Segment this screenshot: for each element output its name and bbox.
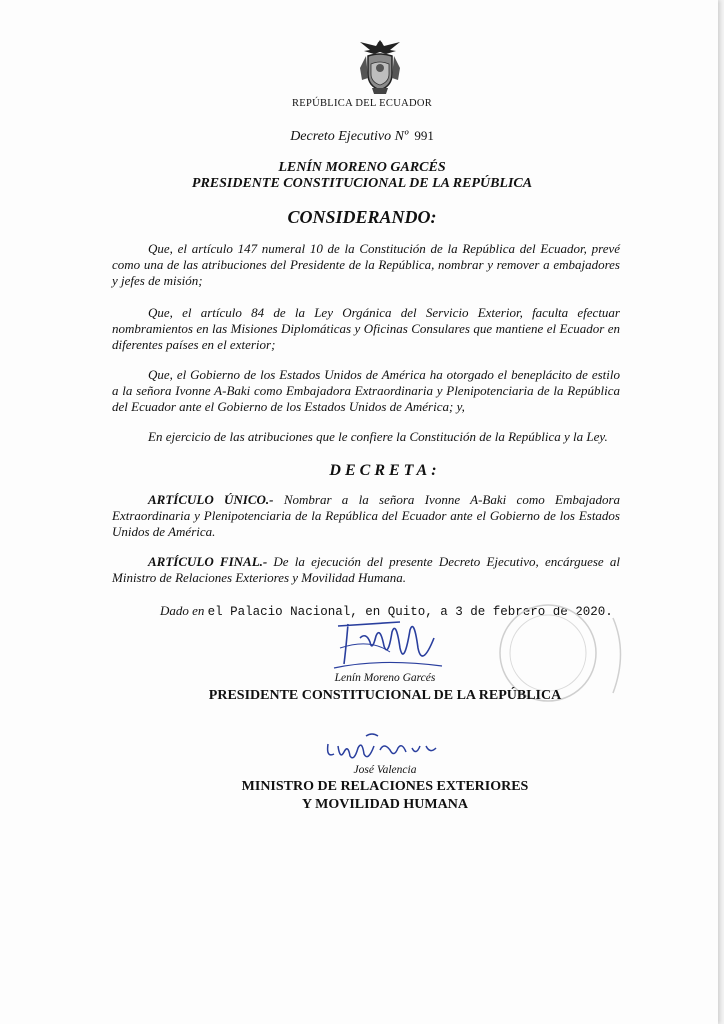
decree-label: Decreto Ejecutivo Nº [290, 129, 409, 144]
article-label: ARTÍCULO FINAL.- [148, 554, 268, 569]
decree-number: 991 [414, 128, 434, 143]
signer-title-line-1: MINISTRO DE RELACIONES EXTERIORES [241, 779, 529, 794]
republic-heading: REPÚBLICA DEL ECUADOR [291, 98, 433, 109]
article-text: Nombrar a la señora Ivonne A-Baki como Embajadora Extraordinaria y Plenipotenciaria de la República del Ecuador ante el Gobierno de los Estados Unidos de América. [112, 492, 621, 539]
signer-name: Lenín Moreno Garcés [334, 672, 436, 684]
president-name: LENÍN MORENO GARCÉS [278, 160, 446, 175]
minister-signature [322, 732, 447, 766]
decree-number-line [0, 128, 724, 145]
signer-name: José Valencia [353, 764, 417, 776]
article-unico [112, 492, 620, 540]
place-date-typed: el Palacio Nacional, en Quito, a 3 de febrero de 2020. [207, 605, 613, 619]
article-text: De la ejecución del presente Decreto Ejecutivo, encárguese al Ministro de Relaciones Exteriores y Movilidad Humana. [112, 554, 620, 585]
considerando-paragraph-1 [112, 241, 620, 289]
signer-title-line-2: Y MOVILIDAD HUMANA [302, 797, 468, 812]
paragraph-text: Que, el Gobierno de los Estados Unidos de América ha otorgado el beneplácito de estilo a la señora Ivonne A-Baki como Embajadora Extraordinaria y Plenipotenciaria de la República del Ecuador ante el Gobierno de los Estados Unidos de América; y, [112, 367, 620, 414]
paragraph-text: Que, el artículo 84 de la Ley Orgánica del Servicio Exterior, faculta efectuar nombramientos en las Misiones Diplomáticas y Oficinas Consulares que mantiene el Ecuador en diferentes países en el exterior; [112, 305, 620, 352]
president-signature [330, 608, 445, 678]
president-title: PRESIDENTE CONSTITUCIONAL DE LA REPÚBLICA [191, 176, 533, 191]
considerando-paragraph-2 [112, 305, 620, 353]
coat-of-arms-icon [356, 38, 404, 96]
paragraph-text: En ejercicio de las atribuciones que le confiere la Constitución de la República y la Ley. [148, 429, 608, 444]
article-final [112, 554, 620, 586]
decreta-heading: DECRETA: [329, 462, 441, 479]
considerando-paragraph-3 [112, 367, 620, 415]
paragraph-text: Que, el artículo 147 numeral 10 de la Constitución de la República del Ecuador, prevé como una de las atribuciones del Presidente de la República, nombrar y remover a embajadores y jefes de misión; [112, 241, 620, 288]
article-label: ARTÍCULO ÚNICO.- [148, 492, 274, 507]
considerando-paragraph-4 [112, 429, 620, 445]
considerando-heading: CONSIDERANDO: [287, 207, 437, 227]
dado-en-label: Dado en [160, 603, 205, 618]
signer-title: PRESIDENTE CONSTITUCIONAL DE LA REPÚBLICA [208, 688, 562, 703]
